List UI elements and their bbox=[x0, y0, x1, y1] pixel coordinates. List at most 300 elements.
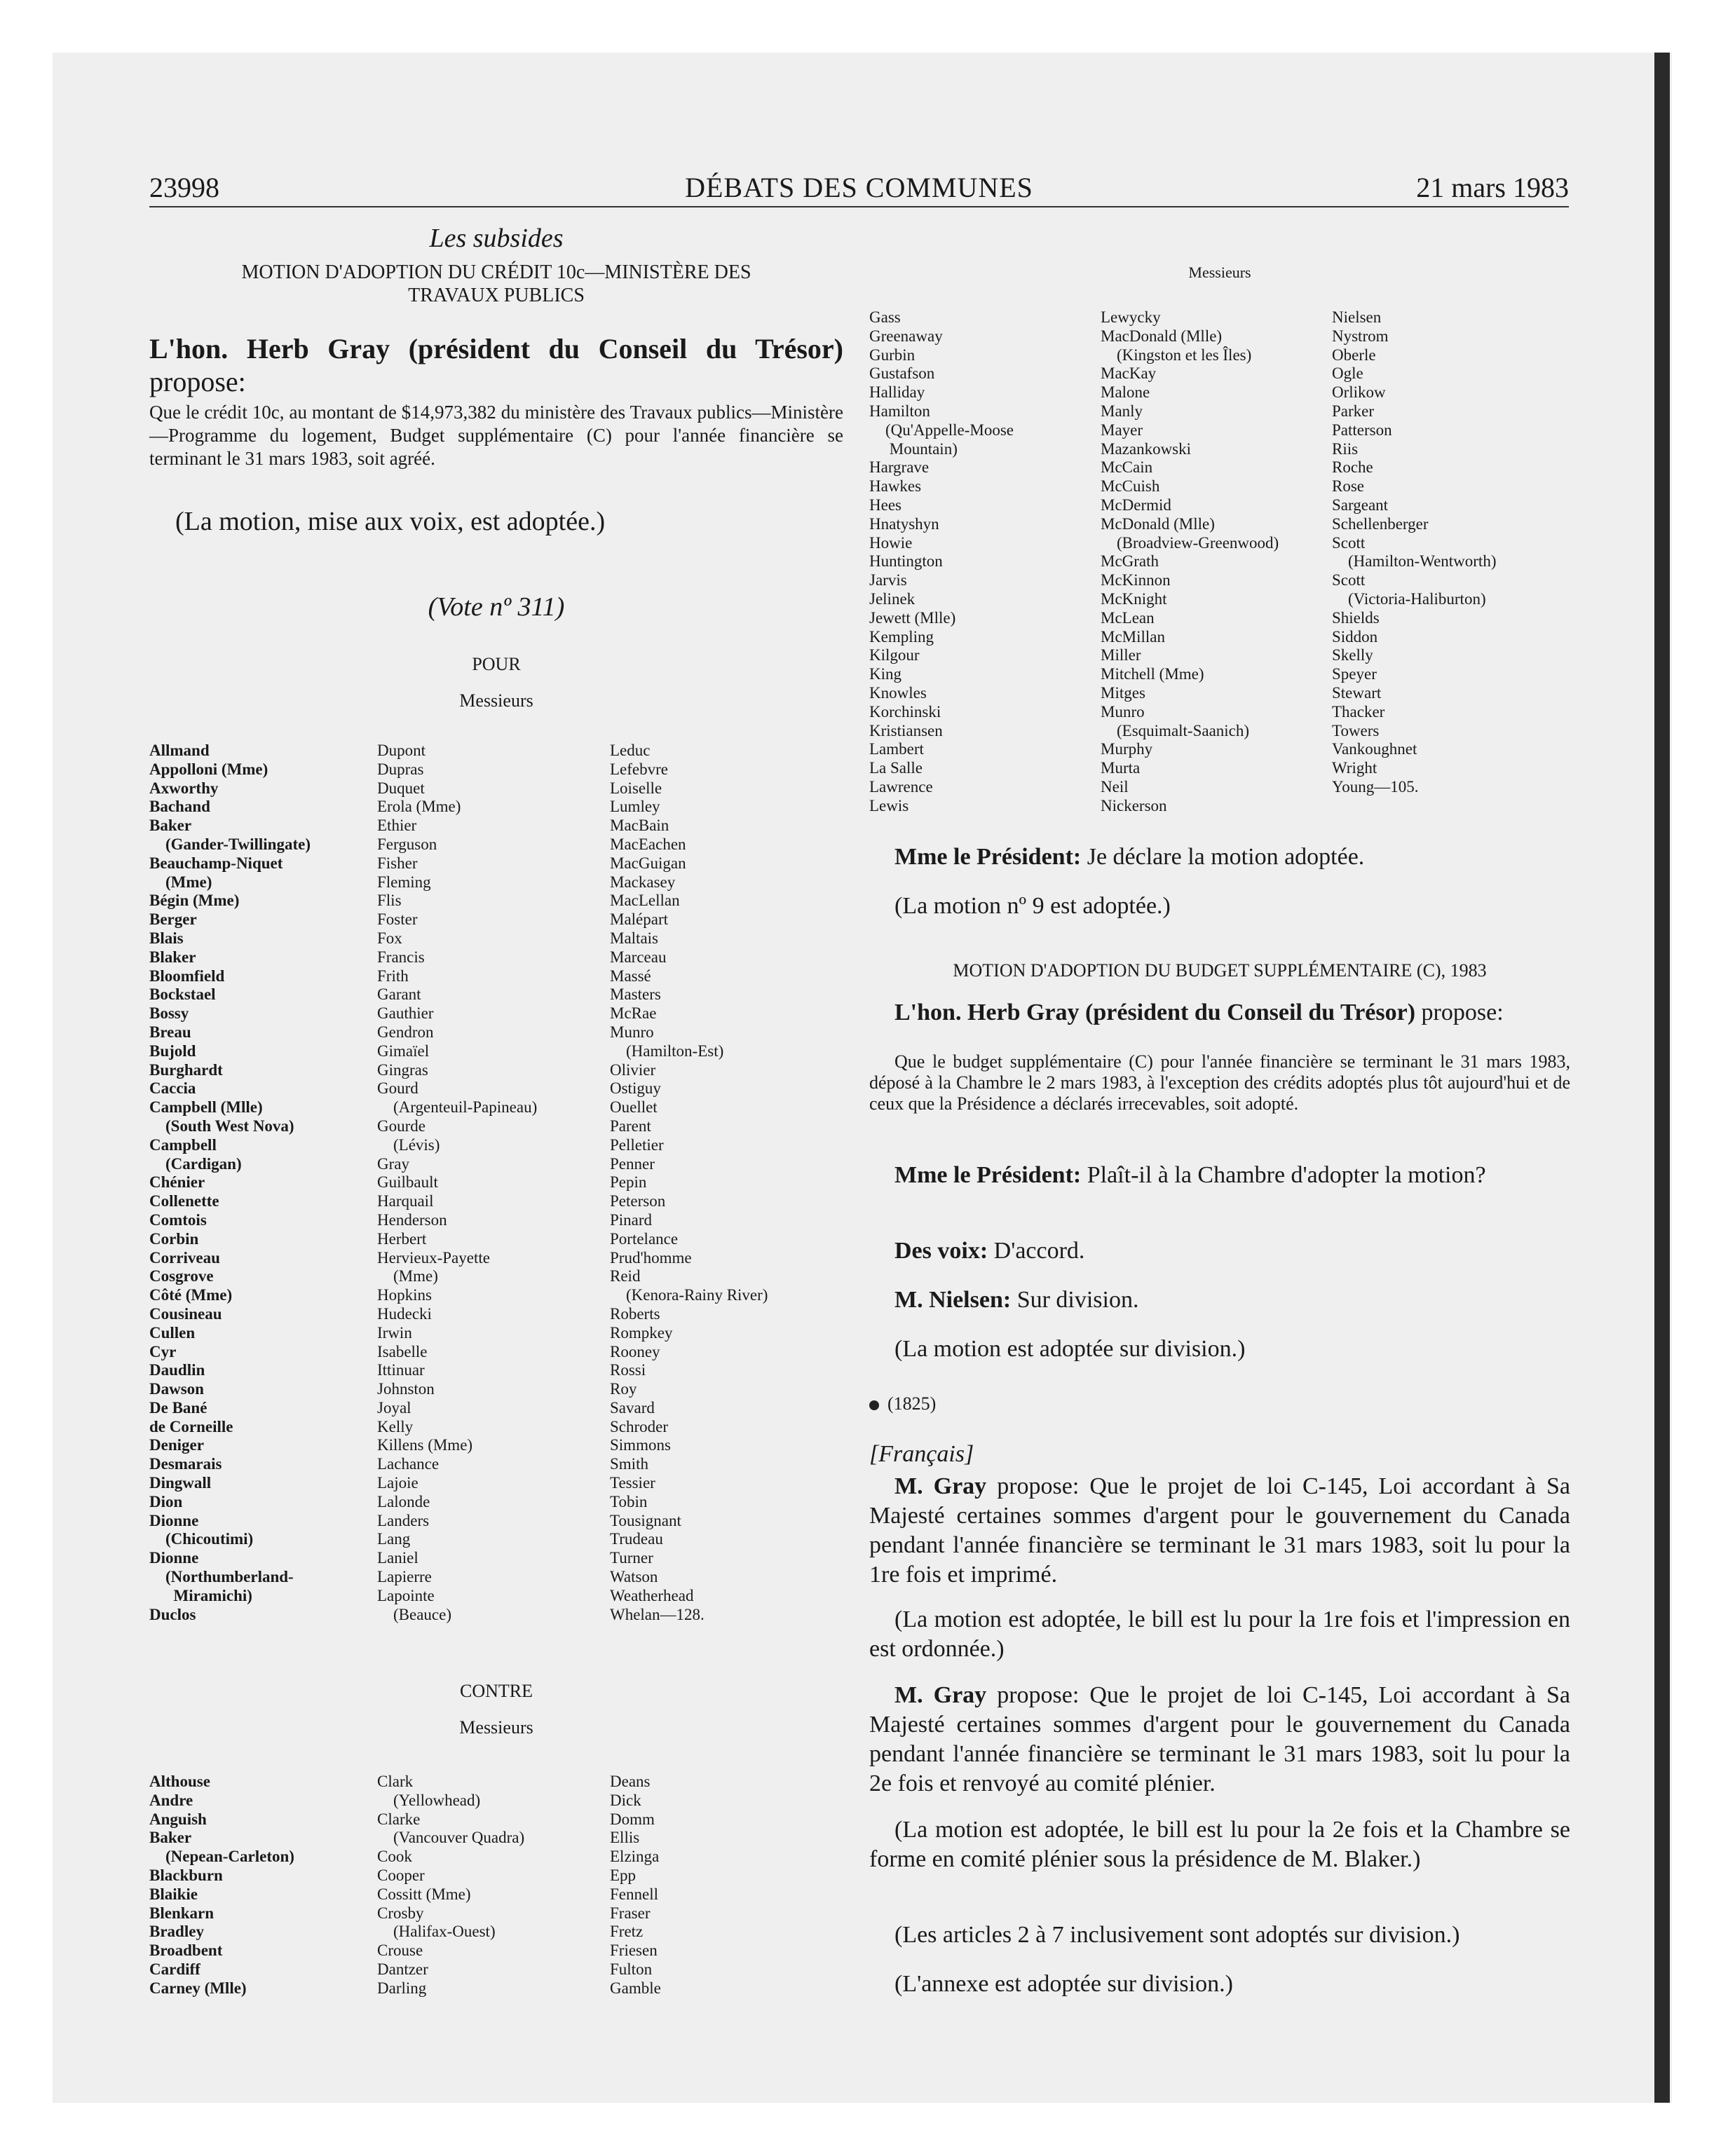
contre-label: CONTRE bbox=[460, 1681, 533, 1701]
member-name: Ethier bbox=[377, 817, 417, 835]
member-name: Pelletier bbox=[610, 1135, 664, 1154]
speaker-label: M. Gray bbox=[894, 1473, 987, 1499]
member-name: Patterson bbox=[1332, 421, 1392, 439]
member-name: Miramichi) bbox=[149, 1586, 252, 1604]
speaker-label: M. Nielsen: bbox=[894, 1287, 1012, 1313]
messieurs-label-3: Messieurs bbox=[1188, 264, 1251, 281]
member-name: Vankoughnet bbox=[1332, 740, 1417, 758]
member-name: Epp bbox=[610, 1866, 637, 1884]
member-name: Mazankowski bbox=[1101, 439, 1192, 458]
member-name: Masters bbox=[610, 985, 661, 1004]
paragraph-text: Je déclare la motion adoptée. bbox=[1087, 844, 1365, 870]
member-name: Cooper bbox=[377, 1866, 425, 1884]
member-name: Orlikow bbox=[1332, 383, 1386, 402]
member-name: Schroder bbox=[610, 1417, 669, 1435]
member-name: (Mme) bbox=[377, 1267, 438, 1285]
member-name: Shields bbox=[1332, 608, 1380, 627]
language-tag: [Français] bbox=[869, 1441, 974, 1467]
member-name: Tessier bbox=[610, 1474, 655, 1492]
member-name: Ellis bbox=[610, 1829, 640, 1847]
member-name: McDermid bbox=[1101, 496, 1171, 514]
member-name: (Northumberland- bbox=[149, 1568, 294, 1586]
member-name: Desmarais bbox=[149, 1455, 222, 1473]
member-name: Hees bbox=[869, 496, 901, 514]
member-name: Bossy bbox=[149, 1004, 189, 1023]
member-name: Neil bbox=[1101, 777, 1129, 796]
member-name: Cousineau bbox=[149, 1304, 222, 1323]
member-name: Dion bbox=[149, 1492, 183, 1510]
member-name: Guilbault bbox=[377, 1173, 438, 1192]
paragraph-gray-first-reading bbox=[869, 1472, 1570, 1590]
member-name: Jewett (Mlle) bbox=[869, 608, 956, 627]
member-name: Bloomfield bbox=[149, 967, 225, 985]
member-name: Nielsen bbox=[1332, 308, 1382, 326]
member-name: Lawrence bbox=[869, 777, 933, 796]
member-name: (Hamilton-Est) bbox=[610, 1042, 724, 1060]
member-name: (Halifax-Ouest) bbox=[377, 1923, 496, 1941]
member-name: Clarke bbox=[377, 1810, 421, 1828]
member-name: Manly bbox=[1101, 402, 1143, 420]
vote-number: (Vote nº 311) bbox=[428, 592, 565, 622]
member-name: Cyr bbox=[149, 1342, 177, 1360]
member-name: (Kenora-Rainy River) bbox=[610, 1286, 768, 1304]
member-name: Cullen bbox=[149, 1323, 196, 1342]
pour-names-col1 bbox=[149, 742, 311, 1624]
speaker-label: M. Gray bbox=[894, 1682, 987, 1708]
member-name: McKnight bbox=[1101, 589, 1167, 608]
member-name: Whelan—128. bbox=[610, 1605, 705, 1623]
member-name: McGrath bbox=[1101, 552, 1159, 571]
paragraph-motion-9: (La motion nº 9 est adoptée.) bbox=[894, 893, 1171, 919]
member-name: Nickerson bbox=[1101, 796, 1167, 814]
member-name: McRae bbox=[610, 1004, 657, 1023]
member-name: Siddon bbox=[1332, 627, 1378, 646]
member-name: MacGuigan bbox=[610, 854, 686, 872]
member-name: (Lévis) bbox=[377, 1135, 440, 1154]
budget-motion-text: Que le budget supplémentaire (C) pour l'année financière se terminant le 31 mars 1983, déposé à la Chambre le 2 mars 1983, à l'exception des crédits adoptés plus tôt aujourd'hui et de ceux que la Présidence a déclarés irrecevables, soit adopté. bbox=[869, 1051, 1570, 1114]
member-name: (Nepean-Carleton) bbox=[149, 1848, 294, 1866]
member-name: Lajoie bbox=[377, 1474, 419, 1492]
member-name: Gamble bbox=[610, 1979, 661, 1997]
member-name: Garant bbox=[377, 985, 421, 1004]
member-name: Parent bbox=[610, 1117, 651, 1135]
member-name: Scott bbox=[1332, 571, 1366, 589]
timestamp: (1825) bbox=[887, 1393, 937, 1414]
member-name: Hervieux-Payette bbox=[377, 1248, 490, 1267]
pour-names-col3 bbox=[610, 742, 768, 1624]
member-name: Miller bbox=[1101, 646, 1141, 664]
member-name: Baker bbox=[149, 817, 192, 835]
member-name: (Vancouver Quadra) bbox=[377, 1829, 525, 1847]
member-name: Ittinuar bbox=[377, 1361, 425, 1379]
member-name: Dupont bbox=[377, 742, 426, 759]
member-name: Marceau bbox=[610, 948, 667, 966]
member-name: Portelance bbox=[610, 1229, 679, 1248]
member-name: Roche bbox=[1332, 458, 1373, 477]
member-name: Young—105. bbox=[1332, 777, 1419, 796]
member-name: Kilgour bbox=[869, 646, 920, 664]
member-name: Smith bbox=[610, 1455, 648, 1473]
member-name: Munro bbox=[1101, 702, 1145, 721]
member-name: Landers bbox=[377, 1511, 430, 1529]
member-name: Axworthy bbox=[149, 779, 219, 797]
member-name: Mayer bbox=[1101, 421, 1143, 439]
member-name: Lefebvre bbox=[610, 760, 668, 778]
paragraph-annex-adopted: (L'annexe est adoptée sur division.) bbox=[894, 1971, 1233, 1997]
member-name: (Qu'Appelle-Moose bbox=[869, 421, 1014, 439]
member-name: Corriveau bbox=[149, 1248, 220, 1267]
member-name: (Gander-Twillingate) bbox=[149, 835, 311, 853]
paragraph-second-reading-adopted: (La motion est adoptée, le bill est lu pour la 2e fois et la Chambre se forme en comité plénier sous la présidence de M. Blaker.) bbox=[869, 1817, 1570, 1872]
member-name: Cossitt (Mme) bbox=[377, 1885, 471, 1903]
member-name: Olivier bbox=[610, 1060, 656, 1079]
member-name: Francis bbox=[377, 948, 425, 966]
member-name: Thacker bbox=[1332, 702, 1385, 721]
member-name: Collenette bbox=[149, 1192, 219, 1210]
member-name: Blackburn bbox=[149, 1866, 223, 1884]
member-name: Peterson bbox=[610, 1192, 666, 1210]
member-name: Jarvis bbox=[869, 571, 907, 589]
member-name: Watson bbox=[610, 1568, 658, 1586]
member-name: Parker bbox=[1332, 402, 1375, 420]
member-name: Duquet bbox=[377, 779, 425, 797]
member-name: Turner bbox=[610, 1549, 653, 1567]
member-name: Hopkins bbox=[377, 1286, 432, 1304]
member-name: Mitges bbox=[1101, 683, 1145, 702]
member-name: (Broadview-Greenwood) bbox=[1101, 533, 1279, 552]
member-name: Dick bbox=[610, 1791, 641, 1809]
member-name: Ouellet bbox=[610, 1098, 658, 1117]
paragraph-gray-second-reading bbox=[869, 1681, 1570, 1799]
paragraph-text: propose: Que le projet de loi C-145, Loi accordant à Sa Majesté certaines sommes d'argent pour le gouvernement du Canada pendant l'année financière se terminant le 31 mars 1983, soit lu pour la 1re fois et imprimé. bbox=[869, 1473, 1571, 1588]
member-name: Bégin (Mme) bbox=[149, 892, 240, 910]
member-name: (Chicoutimi) bbox=[149, 1530, 254, 1548]
member-name: Mitchell (Mme) bbox=[1101, 665, 1204, 683]
member-name: Tousignant bbox=[610, 1511, 681, 1529]
member-name: Gass bbox=[869, 308, 901, 326]
member-name: Crosby bbox=[377, 1904, 424, 1922]
messieurs-label: Messieurs bbox=[459, 690, 533, 711]
member-name: (Mme) bbox=[149, 873, 212, 891]
member-name: Malépart bbox=[610, 910, 669, 929]
speaker-label: Mme le Président: bbox=[894, 844, 1082, 870]
member-name: La Salle bbox=[869, 759, 923, 777]
member-name: Ostiguy bbox=[610, 1079, 661, 1098]
member-name: Henderson bbox=[377, 1210, 447, 1229]
pour-names-col2 bbox=[377, 742, 537, 1624]
member-name: Lewycky bbox=[1101, 308, 1161, 326]
member-name: Scott bbox=[1332, 533, 1366, 552]
member-name: Huntington bbox=[869, 552, 943, 571]
member-name: Hamilton bbox=[869, 402, 930, 420]
member-name: Berger bbox=[149, 910, 197, 929]
member-name: MacKay bbox=[1101, 364, 1157, 383]
member-name: Gustafson bbox=[869, 364, 935, 383]
member-name: Speyer bbox=[1332, 665, 1377, 683]
member-name: Gourd bbox=[377, 1079, 419, 1098]
member-name: MacLellan bbox=[610, 892, 680, 910]
member-name: De Bané bbox=[149, 1398, 207, 1417]
speaker-role: (président du Conseil du Trésor) bbox=[408, 333, 844, 364]
member-name: Blais bbox=[149, 929, 184, 947]
member-name: Dionne bbox=[149, 1511, 199, 1529]
member-name: Dantzer bbox=[377, 1960, 428, 1978]
member-name: MacEachen bbox=[610, 835, 686, 853]
paragraph-articles-adopted: (Les articles 2 à 7 inclusivement sont adoptés sur division.) bbox=[894, 1922, 1460, 1948]
speaker-verb: propose: bbox=[149, 366, 246, 397]
member-name: (Victoria-Haliburton) bbox=[1332, 589, 1486, 608]
member-name: Penner bbox=[610, 1154, 655, 1173]
member-name: Bujold bbox=[149, 1042, 196, 1060]
member-name: Rompkey bbox=[610, 1323, 673, 1342]
member-name: (Cardigan) bbox=[149, 1154, 242, 1173]
member-name: Blenkarn bbox=[149, 1904, 215, 1922]
member-name: Gauthier bbox=[377, 1004, 434, 1023]
member-name: Deans bbox=[610, 1773, 651, 1790]
member-name: Comtois bbox=[149, 1210, 207, 1229]
paragraph-president-declare bbox=[869, 842, 1570, 872]
member-name: Blaker bbox=[149, 948, 196, 966]
member-name: Cosgrove bbox=[149, 1267, 214, 1285]
member-name: Breau bbox=[149, 1023, 191, 1041]
speaker-name: L'hon. Herb Gray bbox=[894, 999, 1080, 1025]
member-name: Burghardt bbox=[149, 1060, 223, 1079]
member-name: Leduc bbox=[610, 742, 651, 759]
member-name: Andre bbox=[149, 1791, 193, 1809]
member-name: Schellenberger bbox=[1332, 514, 1429, 533]
member-name: Fox bbox=[377, 929, 402, 947]
member-name: Clark bbox=[377, 1773, 414, 1790]
member-name: Weatherhead bbox=[610, 1586, 694, 1604]
member-name: Murphy bbox=[1101, 740, 1153, 758]
member-name: Kelly bbox=[377, 1417, 414, 1435]
member-name: Broadbent bbox=[149, 1942, 223, 1960]
member-name: Gourde bbox=[377, 1117, 426, 1135]
member-name: Daudlin bbox=[149, 1361, 205, 1379]
member-name: Blaikie bbox=[149, 1885, 198, 1903]
member-name: Herbert bbox=[377, 1229, 427, 1248]
member-name: Bachand bbox=[149, 798, 210, 816]
paragraph-nielsen bbox=[869, 1285, 1570, 1315]
member-name: Lapointe bbox=[377, 1586, 435, 1604]
member-name: Althouse bbox=[149, 1773, 210, 1790]
member-name: Gendron bbox=[377, 1023, 434, 1041]
member-name: Reid bbox=[610, 1267, 641, 1285]
member-name: Allmand bbox=[149, 742, 210, 759]
member-name: Simmons bbox=[610, 1436, 671, 1454]
member-name: Hargrave bbox=[869, 458, 930, 477]
paragraph-text: Sur division. bbox=[1016, 1287, 1139, 1313]
member-name: (Esquimalt-Saanich) bbox=[1101, 721, 1250, 739]
member-name: Dupras bbox=[377, 760, 424, 778]
member-name: Harquail bbox=[377, 1192, 434, 1210]
member-name: Duclos bbox=[149, 1605, 196, 1623]
member-name: Dawson bbox=[149, 1380, 204, 1398]
member-name: Rossi bbox=[610, 1361, 646, 1379]
member-name: Joyal bbox=[377, 1398, 411, 1417]
member-name: Ferguson bbox=[377, 835, 437, 853]
member-name: King bbox=[869, 665, 901, 683]
member-name: Côté (Mme) bbox=[149, 1286, 233, 1304]
member-name: Isabelle bbox=[377, 1342, 428, 1360]
member-name: MacBain bbox=[610, 817, 669, 835]
member-name: Mackasey bbox=[610, 873, 676, 891]
paragraph-text: Plaît-il à la Chambre d'adopter la motion? bbox=[1087, 1162, 1486, 1188]
member-name: Rooney bbox=[610, 1342, 660, 1360]
member-name: Fulton bbox=[610, 1960, 653, 1978]
member-name: Kempling bbox=[869, 627, 934, 646]
member-name: McLean bbox=[1101, 608, 1155, 627]
member-name: Anguish bbox=[149, 1810, 207, 1828]
member-name: Murta bbox=[1101, 759, 1141, 777]
member-name: Savard bbox=[610, 1398, 655, 1417]
member-name: Jelinek bbox=[869, 589, 916, 608]
contre-names-col3 bbox=[610, 1773, 661, 1998]
publication-title: DÉBATS DES COMMUNES bbox=[685, 172, 1033, 203]
member-name: Dionne bbox=[149, 1549, 199, 1567]
member-name: McCuish bbox=[1101, 477, 1160, 496]
member-name: Fretz bbox=[610, 1923, 644, 1941]
motion-heading-text: MOTION D'ADOPTION DU CRÉDIT 10c—MINISTÈRE DES TRAVAUX PUBLICS bbox=[241, 261, 751, 306]
member-name: Appolloni (Mme) bbox=[149, 760, 268, 778]
member-name: Caccia bbox=[149, 1079, 196, 1098]
motion-text: Que le crédit 10c, au montant de $14,973,382 du ministère des Travaux publics—Ministère—Programme du logement, Budget supplémentaire (C) pour l'année financière se terminant le 31 mars 1983, soit agréé. bbox=[149, 402, 843, 469]
speaker-label: Des voix: bbox=[894, 1238, 988, 1264]
member-name: Chénier bbox=[149, 1173, 205, 1192]
member-name: Campbell (Mlle) bbox=[149, 1098, 263, 1117]
speaker-name: L'hon. Herb Gray bbox=[149, 333, 390, 364]
member-name: Dingwall bbox=[149, 1474, 212, 1492]
adopted-note: (La motion, mise aux voix, est adoptée.) bbox=[175, 507, 606, 536]
paragraph-first-reading-adopted: (La motion est adoptée, le bill est lu pour la 1re fois et l'impression en est ordonnée.) bbox=[869, 1606, 1570, 1662]
paragraph-text: D'accord. bbox=[993, 1238, 1085, 1264]
member-name: (South West Nova) bbox=[149, 1117, 294, 1135]
member-name: Irwin bbox=[377, 1323, 412, 1342]
page-date: 21 mars 1983 bbox=[1416, 172, 1569, 203]
member-name: Maltais bbox=[610, 929, 658, 947]
member-name: Loiselle bbox=[610, 779, 662, 797]
member-name: Elzinga bbox=[610, 1848, 660, 1866]
member-name: Cook bbox=[377, 1848, 412, 1866]
paragraph-voices bbox=[869, 1236, 1570, 1266]
member-name: Darling bbox=[377, 1979, 427, 1997]
member-name: Campbell bbox=[149, 1135, 217, 1154]
contre-names-col2 bbox=[377, 1773, 524, 1998]
member-name: (Hamilton-Wentworth) bbox=[1332, 552, 1497, 571]
member-name: (Beauce) bbox=[377, 1605, 451, 1623]
member-name: Bradley bbox=[149, 1923, 204, 1941]
member-name: Pinard bbox=[610, 1210, 653, 1229]
member-name: Corbin bbox=[149, 1229, 199, 1248]
speaker-label: Mme le Président: bbox=[894, 1162, 1082, 1188]
member-name: Sargeant bbox=[1332, 496, 1389, 514]
member-name: Lachance bbox=[377, 1455, 440, 1473]
speaker-line bbox=[149, 332, 843, 398]
timestamp-line bbox=[869, 1393, 1570, 1414]
page-number: 23998 bbox=[149, 172, 219, 203]
member-name: Greenaway bbox=[869, 327, 943, 345]
member-name: Lumley bbox=[610, 798, 660, 816]
motion-heading bbox=[149, 261, 843, 307]
contre-cont-col1 bbox=[869, 308, 1014, 816]
member-name: Lewis bbox=[869, 796, 909, 814]
member-name: Gingras bbox=[377, 1060, 428, 1079]
member-name: Killens (Mme) bbox=[377, 1436, 473, 1454]
member-name: Rose bbox=[1332, 477, 1364, 496]
speaker-role: (président du Conseil du Trésor) bbox=[1085, 999, 1416, 1025]
messieurs-label-2: Messieurs bbox=[459, 1717, 533, 1738]
contre-names-col1 bbox=[149, 1773, 294, 1998]
member-name: Towers bbox=[1332, 721, 1380, 739]
bullet-dot-icon bbox=[869, 1400, 879, 1410]
member-name: (Kingston et les Îles) bbox=[1101, 346, 1252, 364]
member-name: Skelly bbox=[1332, 646, 1373, 664]
member-name: Friesen bbox=[610, 1942, 658, 1960]
member-name: Fennell bbox=[610, 1885, 658, 1903]
pour-label: POUR bbox=[472, 654, 521, 674]
section-title: Les subsides bbox=[429, 224, 564, 253]
budget-motion-heading: MOTION D'ADOPTION DU BUDGET SUPPLÉMENTAIRE (C), 1983 bbox=[953, 960, 1487, 981]
scan-edge-bar bbox=[1654, 53, 1670, 2103]
paragraph-president-question bbox=[869, 1161, 1570, 1190]
member-name: Oberle bbox=[1332, 346, 1376, 364]
member-name: de Corneille bbox=[149, 1417, 233, 1435]
member-name: Munro bbox=[610, 1023, 654, 1041]
member-name: Roy bbox=[610, 1380, 637, 1398]
member-name: Fleming bbox=[377, 873, 431, 891]
member-name: Roberts bbox=[610, 1304, 660, 1323]
member-name: McCain bbox=[1101, 458, 1153, 477]
member-name: Nystrom bbox=[1332, 327, 1389, 345]
member-name: Domm bbox=[610, 1810, 655, 1828]
member-name: Korchinski bbox=[869, 702, 941, 721]
member-name: Flis bbox=[377, 892, 402, 910]
contre-cont-col2 bbox=[1101, 308, 1279, 816]
member-name: Gray bbox=[377, 1154, 409, 1173]
member-name: Riis bbox=[1332, 439, 1359, 458]
member-name: Hnatyshyn bbox=[869, 514, 939, 533]
member-name: Bockstael bbox=[149, 985, 216, 1004]
speaker-verb: propose: bbox=[1421, 999, 1504, 1025]
member-name: Prud'homme bbox=[610, 1248, 692, 1267]
member-name: (Argenteuil-Papineau) bbox=[377, 1098, 538, 1117]
page-header bbox=[149, 171, 1569, 207]
member-name: Massé bbox=[610, 967, 651, 985]
member-name: (Yellowhead) bbox=[377, 1791, 481, 1809]
member-name: Kristiansen bbox=[869, 721, 943, 739]
paragraph-text: propose: Que le projet de loi C-145, Loi accordant à Sa Majesté certaines sommes d'argent pour le gouvernement du Canada pendant l'année financière se terminant le 31 mars 1983, soit lu pour la 2e fois et renvoyé au comité plénier. bbox=[869, 1682, 1571, 1796]
member-name: Cardiff bbox=[149, 1960, 200, 1978]
paragraph-adopted-division: (La motion est adoptée sur division.) bbox=[894, 1336, 1246, 1362]
member-name: Ogle bbox=[1332, 364, 1363, 383]
speaker-line-2 bbox=[869, 998, 1570, 1028]
member-name: Erola (Mme) bbox=[377, 798, 461, 816]
member-name: Gimaïel bbox=[377, 1042, 430, 1060]
member-name: McMillan bbox=[1101, 627, 1165, 646]
member-name: Gurbin bbox=[869, 346, 916, 364]
member-name: Hudecki bbox=[377, 1304, 432, 1323]
member-name: Lang bbox=[377, 1530, 411, 1548]
member-name: Johnston bbox=[377, 1380, 435, 1398]
member-name: Baker bbox=[149, 1829, 192, 1847]
member-name: Knowles bbox=[869, 683, 927, 702]
member-name: Mountain) bbox=[869, 439, 958, 458]
member-name: Beauchamp-Niquet bbox=[149, 854, 283, 872]
member-name: Lambert bbox=[869, 740, 924, 758]
member-name: Lalonde bbox=[377, 1492, 430, 1510]
member-name: Malone bbox=[1101, 383, 1150, 402]
member-name: Wright bbox=[1332, 759, 1377, 777]
